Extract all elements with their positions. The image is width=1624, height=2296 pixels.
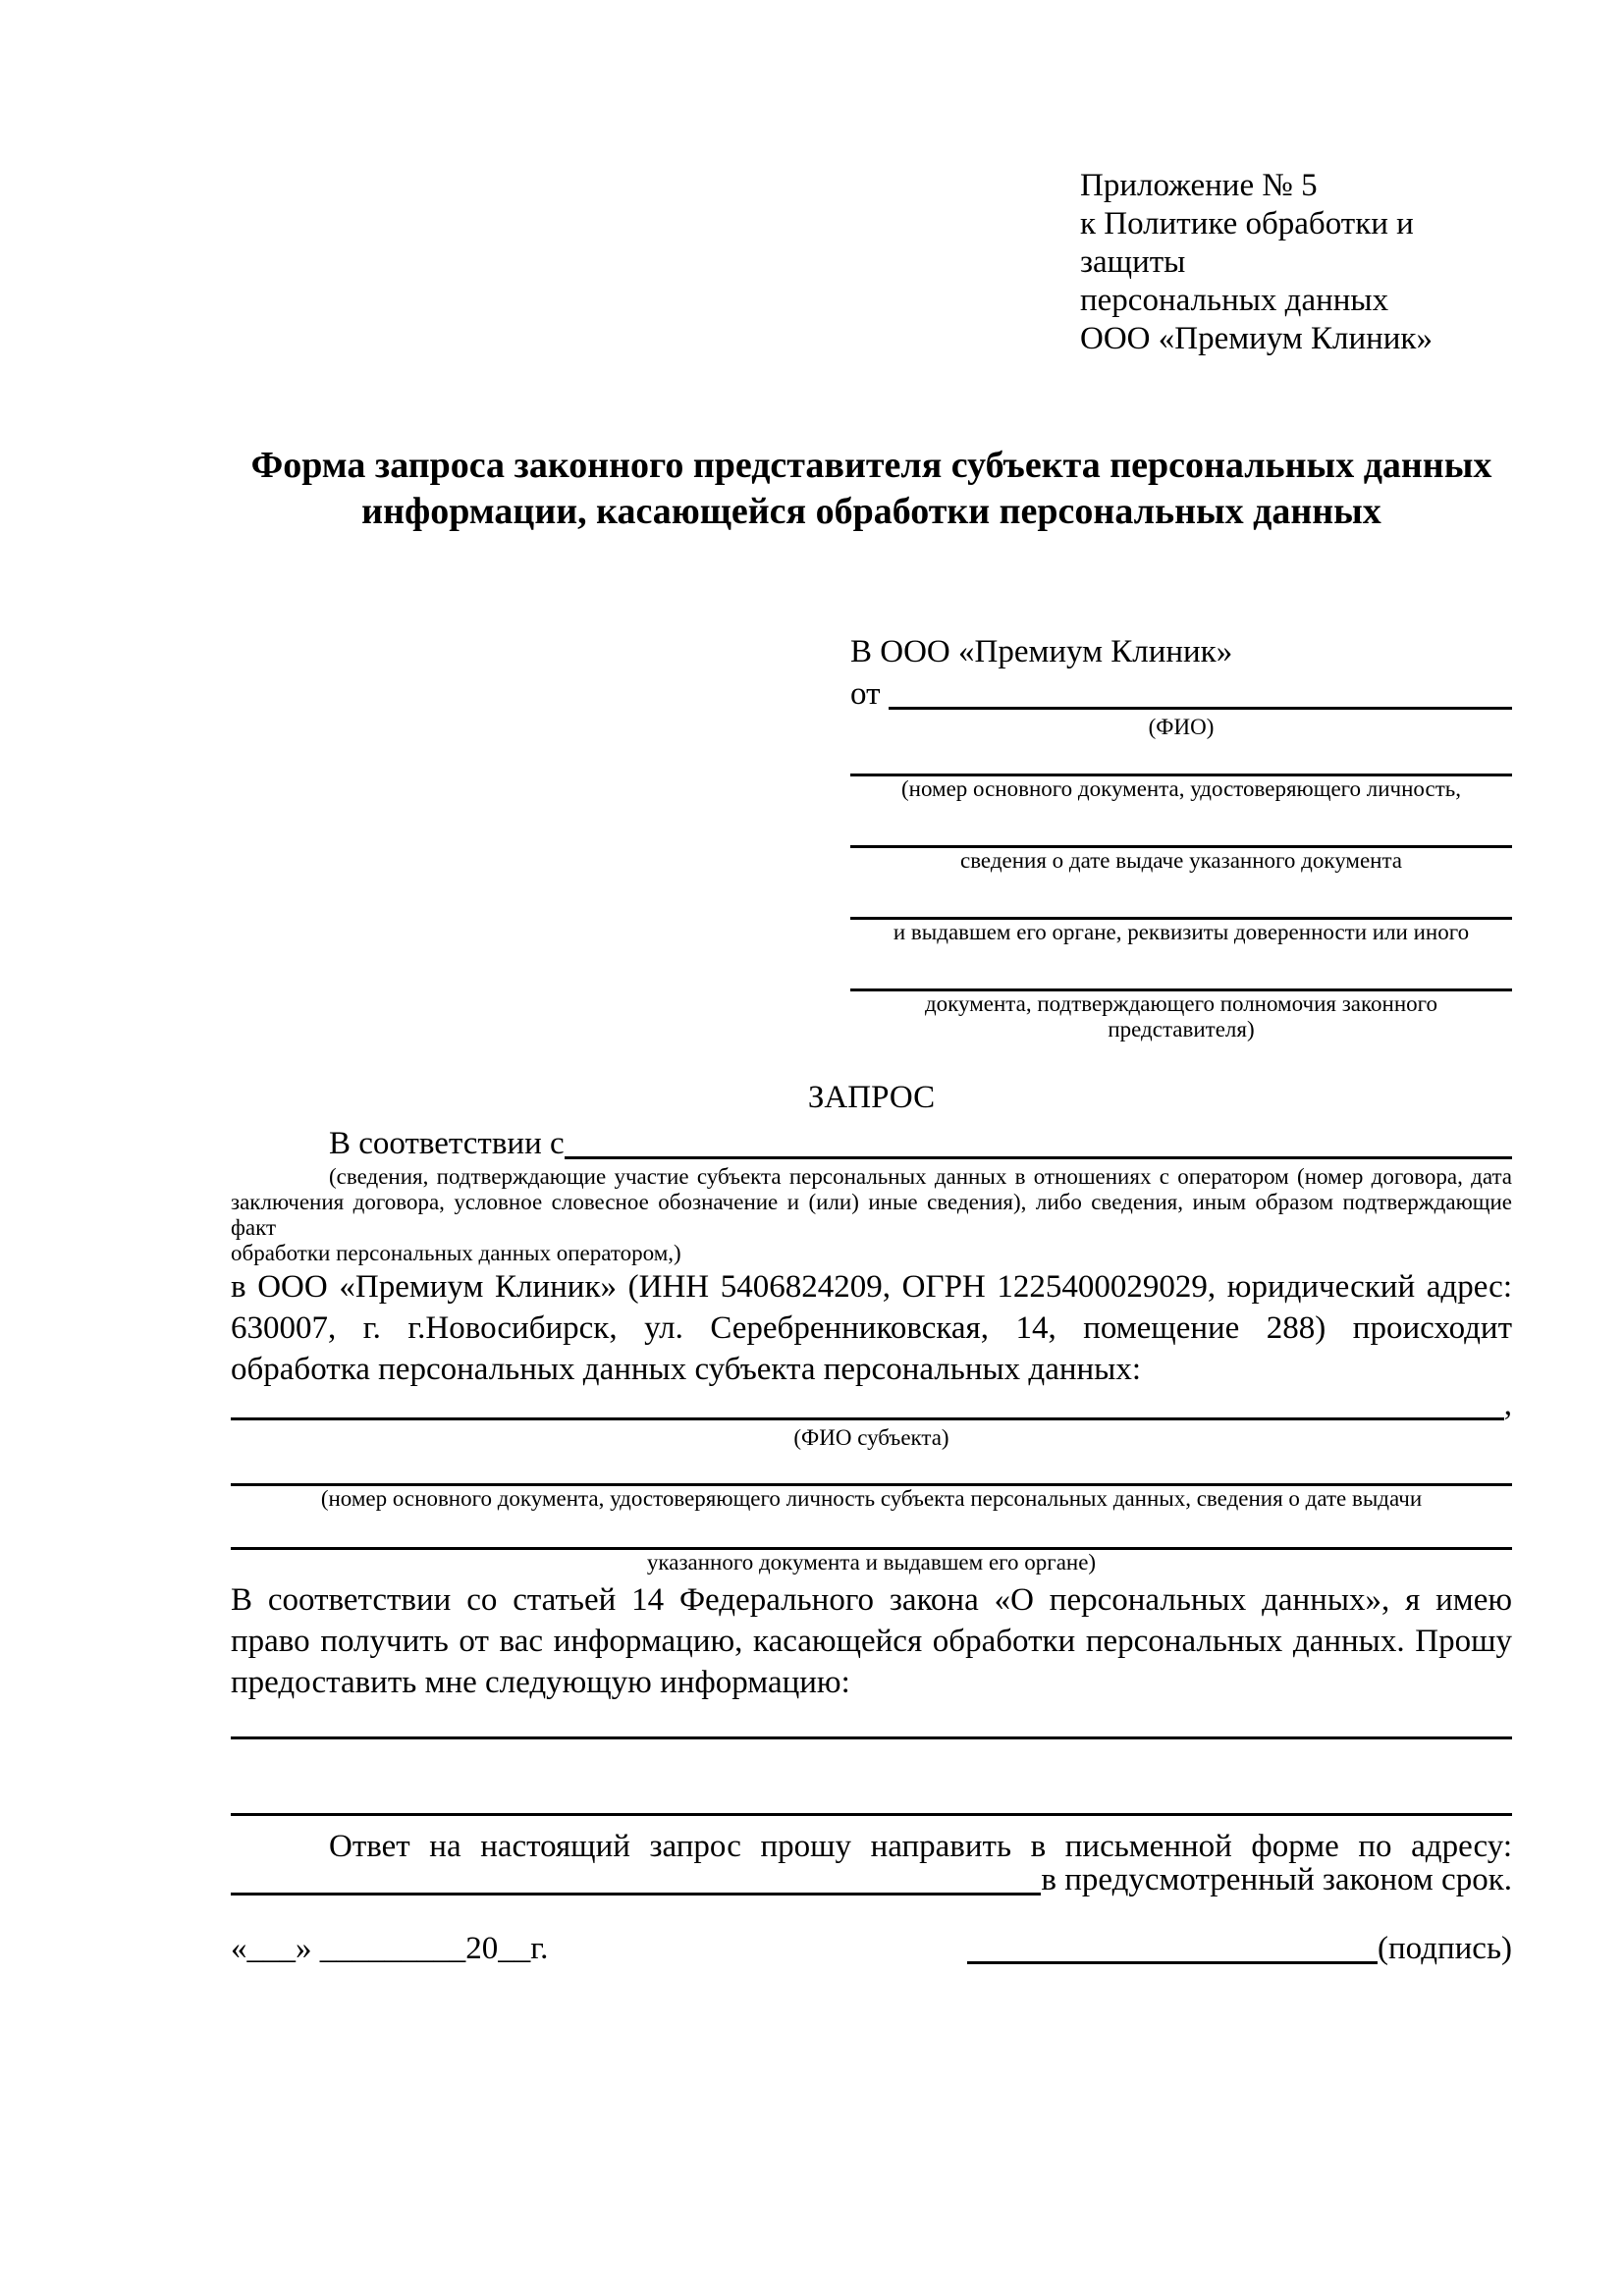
subject-trailing-comma: ,: [1503, 1387, 1512, 1422]
field-caption: (номер основного документа, удостоверяющего личность,: [900, 776, 1461, 801]
law-paragraph: [231, 1579, 1512, 1703]
signature-caption: (подпись): [1378, 1931, 1512, 1966]
signature-line: [967, 1961, 1378, 1964]
address-fill-line: [231, 1893, 1041, 1896]
date-line: «___» _________20__г.: [231, 1931, 549, 1966]
subject-doc-caption-2: указанного документа и выдавшем его органе): [646, 1550, 1097, 1575]
representative-doc-field: [850, 845, 1512, 874]
intro-caption-line-2: заключения договора, условное словесное обозначение и (или) иные сведения), либо сведения, иным образом подтверждающие факт: [231, 1190, 1512, 1240]
law-line-2: право получить от вас информацию, касающейся обработки персональных данных. Прошу: [231, 1624, 1512, 1659]
operator-paragraph: [231, 1266, 1512, 1390]
subject-fio-line: [231, 1417, 1504, 1420]
intro-caption-line-3: обработки персональных данных оператором,): [231, 1241, 681, 1265]
reply-tail: в предусмотренный законом срок.: [1041, 1862, 1512, 1897]
representative-doc-field: [850, 917, 1512, 945]
subject-fio-row: [231, 1387, 1512, 1425]
request-heading: ЗАПРОС: [807, 1080, 936, 1115]
blank-info-line-1: [231, 1736, 1512, 1739]
fio-caption: (ФИО): [1148, 715, 1215, 739]
reply-line: Ответ на настоящий запрос прошу направить в письменной форме по адресу:: [329, 1829, 1512, 1864]
subject-doc-caption-1: (номер основного документа, удостоверяющего личность субъекта персональных данных, сведения о дате выдачи: [320, 1486, 1423, 1511]
field-caption: сведения о дате выдаче указанного документа: [959, 848, 1403, 873]
addressee-block: [850, 631, 1512, 1042]
signature-row: [231, 1927, 1512, 1969]
appendix-line: ООО «Премиум Клиник»: [1080, 321, 1433, 356]
from-label: от: [850, 676, 881, 712]
law-line-3: предоставить мне следующую информацию:: [231, 1665, 850, 1700]
document-title: [231, 443, 1512, 535]
field-caption: и выдавшем его органе, реквизиты доверенности или иного: [893, 920, 1470, 944]
subject-fio-caption: (ФИО субъекта): [793, 1425, 949, 1450]
intro-row: [329, 1122, 1512, 1164]
intro-fill-line: [565, 1156, 1512, 1159]
from-fill-line: [889, 707, 1513, 710]
intro-caption-paragraph: [231, 1164, 1512, 1266]
appendix-line: Приложение № 5: [1080, 168, 1318, 203]
blank-info-line-2: [231, 1813, 1512, 1816]
appendix-line: персональных данных: [1080, 283, 1389, 318]
appendix-header-block: [1080, 167, 1512, 358]
field-caption: документа, подтверждающего полномочия законного представителя): [924, 991, 1437, 1041]
law-line-1: В соответствии со статьей 14 Федерального закона «О персональных данных», я имею: [231, 1582, 1512, 1618]
addressee-to: В ООО «Премиум Клиник»: [850, 634, 1233, 669]
from-row: [850, 672, 1512, 715]
appendix-line: к Политике обработки и защиты: [1080, 206, 1414, 280]
document-title-line-1: Форма запроса законного представителя субъекта персональных данных: [250, 445, 1492, 486]
operator-line-3: обработка персональных данных субъекта персональных данных:: [231, 1352, 1141, 1387]
operator-line-2: 630007, г. г.Новосибирск, ул. Серебренниковская, 14, помещение 288) происходит: [231, 1310, 1512, 1346]
document-title-line-2: информации, касающейся обработки персональных данных: [361, 491, 1381, 532]
intro-label: В соответствии с: [329, 1126, 565, 1161]
representative-doc-field: [850, 774, 1512, 802]
intro-caption-line-1: (сведения, подтверждающие участие субъекта персональных данных в отношениях с оператором (номер договора, дата: [329, 1164, 1512, 1189]
operator-line-1: в ООО «Премиум Клиник» (ИНН 5406824209, ОГРН 1225400029029, юридический адрес:: [231, 1269, 1512, 1305]
reply-address-row: [231, 1862, 1512, 1900]
representative-doc-field: [850, 988, 1512, 1042]
